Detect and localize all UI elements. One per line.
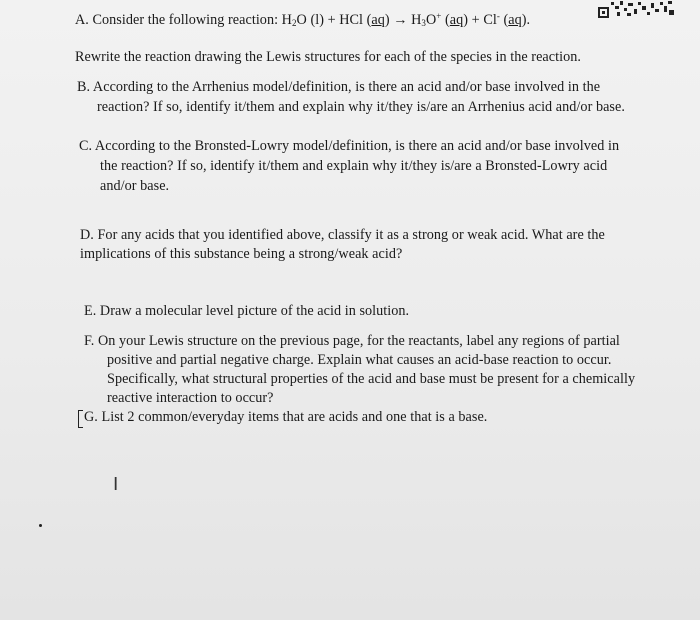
rewrite-instruction: Rewrite the reaction drawing the Lewis structures for each of the species in the reaction.	[75, 49, 581, 65]
question-c-line-3: and/or base.	[100, 178, 170, 194]
question-d-line-2: implications of this substance being a strong/weak acid?	[80, 246, 403, 262]
question-b-line-1: B. According to the Arrhenius model/definition, is there an acid and/or base involved in the	[77, 79, 601, 95]
question-f-line-4: reactive interaction to occur?	[107, 390, 274, 406]
question-c-line-1: C. According to the Bronsted-Lowry model/definition, is there an acid and/or base involved in	[79, 138, 620, 154]
stray-dot	[39, 524, 42, 527]
qr-code-fragment	[597, 0, 677, 18]
question-f-line-3: Specifically, what structural properties of the acid and base must be present for a chemically	[107, 371, 636, 387]
question-b-line-2: reaction? If so, identify it/them and explain why it/they is/are an Arrhenius acid and/or base.	[97, 99, 625, 115]
question-c-line-2: the reaction? If so, identify it/them and explain why it/they is/are a Bronsted-Lowry acid	[100, 158, 608, 174]
question-f-line-1: F. On your Lewis structure on the previous page, for the reactants, label any regions of partial	[84, 333, 620, 349]
question-a: A. Consider the following reaction: $H_2O$ (l) + HCl $(aq) \to H_3O^+$ (aq) + Cl- (aq).	[75, 11, 531, 28]
text-cursor-icon: I	[113, 474, 119, 495]
question-g: G. List 2 common/everyday items that are acids and one that is a base.	[84, 409, 488, 425]
question-d-line-1: D. For any acids that you identified above, classify it as a strong or weak acid. What are the	[80, 227, 605, 243]
handwritten-bracket-mark	[78, 410, 83, 428]
question-f-line-2: positive and partial negative charge. Explain what causes an acid-base reaction to occur.	[107, 352, 612, 368]
question-e: E. Draw a molecular level picture of the acid in solution.	[84, 303, 410, 319]
